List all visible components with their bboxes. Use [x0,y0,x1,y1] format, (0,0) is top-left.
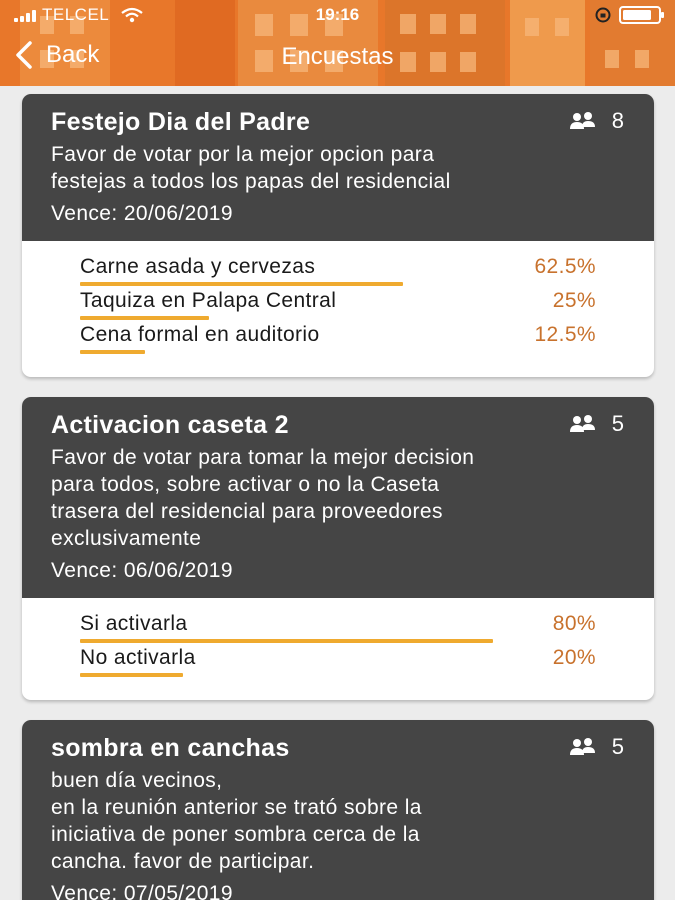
description-line: para todos, sobre activar o no la Caseta [51,473,440,496]
option-label: No activarla [80,646,196,669]
participant-number: 5 [611,411,624,436]
participant-number: 8 [611,108,624,133]
description-line: trasera del residencial para proveedores [51,500,443,523]
option-result-bar [80,282,403,286]
status-time: 19:16 [315,5,360,24]
option-percent: 80% [552,612,596,635]
survey-header [22,94,654,241]
survey-option[interactable] [80,321,596,355]
status-right [595,5,665,25]
people-icon [568,414,598,434]
option-result-bar [80,350,145,354]
participant-count [568,108,624,134]
description-line: Favor de votar por la mejor opcion para [51,143,435,166]
description-line: cancha. favor de participar. [51,850,315,873]
survey-card[interactable] [22,94,654,377]
option-percent: 62.5% [534,255,596,278]
survey-options [22,241,654,377]
survey-card[interactable] [22,397,654,700]
description-line: festejas a todos los papas del residencial [51,170,451,193]
survey-header [22,397,654,598]
option-result-bar [80,639,493,643]
survey-due-date: Vence: 07/05/2019 [51,882,233,900]
option-label: Si activarla [80,612,188,635]
survey-due-date: Vence: 06/06/2019 [51,559,233,582]
option-percent: 12.5% [534,323,596,346]
participant-count [568,734,624,760]
description-line: en la reunión anterior se trató sobre la [51,796,422,819]
participant-number: 5 [611,734,624,759]
people-icon [568,111,598,131]
survey-title: Festejo Dia del Padre [51,108,311,136]
surveys-list[interactable] [0,86,675,900]
app-header [0,0,675,86]
status-bar [0,0,675,30]
survey-option[interactable] [80,287,596,321]
option-result-bar [80,673,183,677]
option-result-bar [80,316,209,320]
option-percent: 25% [552,289,596,312]
survey-due-date: Vence: 20/06/2019 [51,202,233,225]
option-percent: 20% [552,646,596,669]
survey-title: Activacion caseta 2 [51,411,289,439]
battery-icon [619,5,665,25]
option-label: Taquiza en Palapa Central [80,289,337,312]
survey-option[interactable] [80,253,596,287]
page-title: Encuestas [281,43,394,70]
orientation-lock-icon [595,7,611,23]
survey-description [51,141,636,195]
survey-options [22,598,654,700]
survey-description [51,444,636,552]
survey-option[interactable] [80,610,596,644]
survey-header [22,720,654,900]
survey-title: sombra en canchas [51,734,290,762]
people-icon [568,737,598,757]
carrier-name: TELCEL [42,5,110,24]
back-label: Back [46,41,100,68]
description-line: iniciativa de poner sombra cerca de la [51,823,420,846]
option-label: Carne asada y cervezas [80,255,316,278]
option-label: Cena formal en auditorio [80,323,320,346]
survey-card[interactable] [22,720,654,900]
navigation-bar [0,34,675,82]
description-line: exclusivamente [51,527,202,550]
description-line: Favor de votar para tomar la mejor decision [51,446,475,469]
survey-description [51,767,636,875]
participant-count [568,411,624,437]
description-line: buen día vecinos, [51,769,223,792]
survey-option[interactable] [80,644,596,678]
